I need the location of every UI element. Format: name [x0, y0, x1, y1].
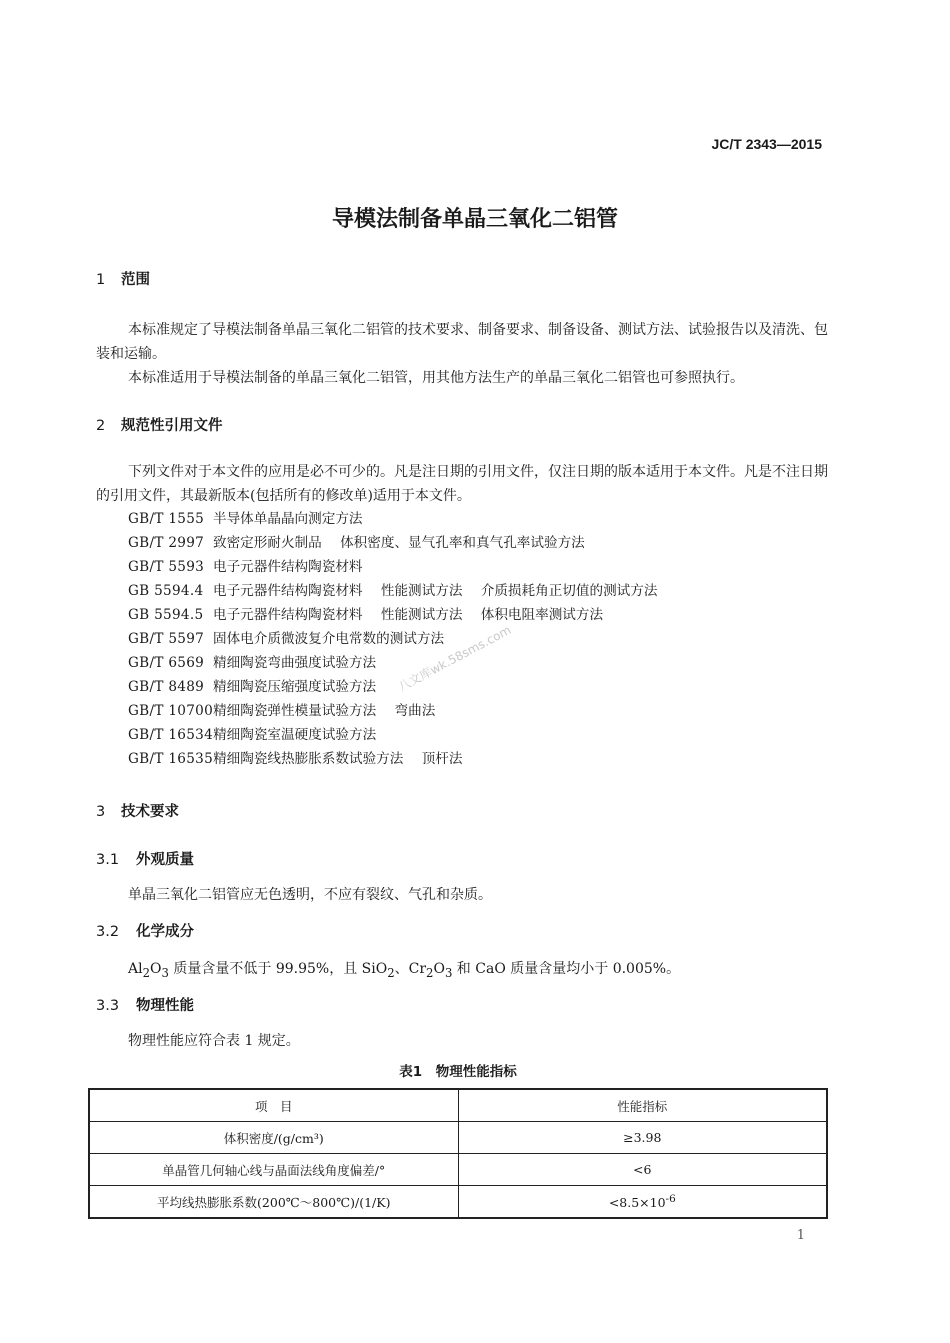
formula-subscript: 3: [444, 965, 453, 980]
reference-item: [128, 651, 657, 675]
formula-subscript: 3: [161, 965, 169, 980]
section-number: 3: [96, 804, 106, 820]
subsection-number: 3.1: [96, 852, 120, 868]
reference-code: GB/T 6569: [128, 655, 205, 671]
reference-name: 精细陶瓷弹性模量试验方法 弯曲法: [213, 703, 436, 719]
table-cell-value: [458, 1186, 827, 1219]
reference-code: GB/T 5593: [128, 559, 205, 575]
formula-text: O: [150, 961, 162, 977]
reference-name: 精细陶瓷室温硬度试验方法: [213, 727, 377, 743]
reference-name: 精细陶瓷线热膨胀系数试验方法 顶杆法: [213, 751, 463, 767]
table-cell-value: <6: [458, 1154, 827, 1186]
reference-code: GB/T 16534: [128, 727, 214, 743]
composition-text: 质量含量不低于 99.95%，且 SiO: [168, 961, 388, 977]
reference-code: GB/T 1555: [128, 511, 205, 527]
section-2-heading: [96, 414, 223, 435]
reference-code: GB/T 5597: [128, 631, 205, 647]
reference-code: GB 5594.5: [128, 607, 204, 623]
reference-name: 电子元器件结构陶瓷材料 性能测试方法 体积电阻率测试方法: [213, 607, 604, 623]
section-3-heading: [96, 800, 179, 821]
reference-item: [128, 723, 657, 747]
table-cell-item: 平均线热膨胀系数(200℃～800℃)/(1/K): [89, 1186, 458, 1219]
section-number: 2: [96, 418, 106, 434]
column-header: 项 目: [89, 1089, 458, 1122]
reference-item: [128, 531, 657, 555]
scope-paragraph-1: 本标准规定了导模法制备单晶三氧化二铝管的技术要求、制备要求、制备设备、测试方法、试验报告以及清洗、包装和运输。: [96, 322, 828, 362]
subsection-title: 物理性能: [136, 998, 194, 1014]
section-title: 规范性引用文件: [121, 418, 223, 434]
table-row: [89, 1122, 827, 1154]
reference-item: [128, 699, 657, 723]
reference-code: GB 5594.4: [128, 583, 204, 599]
composition-text: 、Cr: [394, 961, 427, 977]
section-number: 1: [96, 272, 106, 288]
watermark: 八文库wk.58sms.com: [395, 622, 514, 695]
references-intro: 下列文件对于本文件的应用是必不可少的。凡是注日期的引用文件，仅注日期的版本适用于本文件。凡是不注日期的引用文件，其最新版本(包括所有的修改单)适用于本文件。: [96, 464, 828, 504]
value-exponent: -6: [665, 1192, 676, 1205]
subsection-title: 外观质量: [136, 852, 194, 868]
page-number: 1: [796, 1228, 805, 1243]
table-cell-item: 单晶管几何轴心线与晶面法线角度偏差/°: [89, 1154, 458, 1186]
subsection-3-3-heading: [96, 994, 194, 1015]
appearance-requirement: 单晶三氧化二铝管应无色透明，不应有裂纹、气孔和杂质。: [128, 887, 492, 903]
reference-name: 精细陶瓷弯曲强度试验方法: [213, 655, 377, 671]
formula-subscript: 2: [142, 965, 151, 980]
table-caption: 表1 物理性能指标: [399, 1064, 517, 1080]
reference-item: [128, 675, 657, 699]
reference-name: 半导体单晶晶向测定方法: [213, 511, 363, 527]
formula-text: Al: [128, 961, 143, 977]
reference-code: GB/T 2997: [128, 535, 205, 551]
reference-item: [128, 627, 657, 651]
physical-properties-requirement: 物理性能应符合表 1 规定。: [128, 1033, 300, 1049]
chemical-composition-requirement: [128, 958, 680, 980]
reference-list: [128, 507, 657, 771]
subsection-3-2-heading: [96, 920, 194, 941]
table-row: [89, 1154, 827, 1186]
reference-item: [128, 603, 657, 627]
reference-code: GB/T 8489: [128, 679, 205, 695]
table-row: [89, 1186, 827, 1219]
document-code: JC/T 2343—2015: [711, 136, 822, 152]
reference-code: GB/T 10700: [128, 703, 214, 719]
reference-name: 电子元器件结构陶瓷材料 性能测试方法 介质损耗角正切值的测试方法: [213, 583, 658, 599]
section-title: 技术要求: [121, 804, 179, 820]
subsection-3-1-heading: [96, 848, 194, 869]
column-header: 性能指标: [458, 1089, 827, 1122]
section-1-heading: [96, 268, 150, 289]
reference-item: [128, 555, 657, 579]
reference-name: 电子元器件结构陶瓷材料: [213, 559, 363, 575]
value-text: <8.5×10: [608, 1195, 666, 1211]
subsection-number: 3.3: [96, 998, 120, 1014]
subsection-number: 3.2: [96, 924, 120, 940]
table-cell-value: ≥3.98: [458, 1122, 827, 1154]
reference-code: GB/T 16535: [128, 751, 214, 767]
reference-item: [128, 507, 657, 531]
formula-text: O: [433, 961, 445, 977]
reference-name: 致密定形耐火制品 体积密度、显气孔率和真气孔率试验方法: [213, 535, 585, 551]
reference-name: 固体电介质微波复介电常数的测试方法: [213, 631, 445, 647]
document-title: 导模法制备单晶三氧化二铝管: [331, 207, 618, 232]
reference-item: [128, 747, 657, 771]
reference-name: 精细陶瓷压缩强度试验方法: [213, 679, 377, 695]
reference-item: [128, 579, 657, 603]
formula-subscript: 2: [426, 965, 434, 980]
table-cell-item: 体积密度/(g/cm³): [89, 1122, 458, 1154]
composition-text: 和 CaO 质量含量均小于 0.005%。: [452, 961, 681, 977]
table-header-row: [89, 1089, 827, 1122]
formula-subscript: 2: [387, 965, 395, 980]
scope-paragraph-2: 本标准适用于导模法制备的单晶三氧化二铝管，用其他方法生产的单晶三氧化二铝管也可参照执行。: [128, 370, 744, 386]
subsection-title: 化学成分: [136, 924, 194, 940]
physical-properties-table: [88, 1088, 828, 1219]
section-title: 范围: [121, 272, 150, 288]
